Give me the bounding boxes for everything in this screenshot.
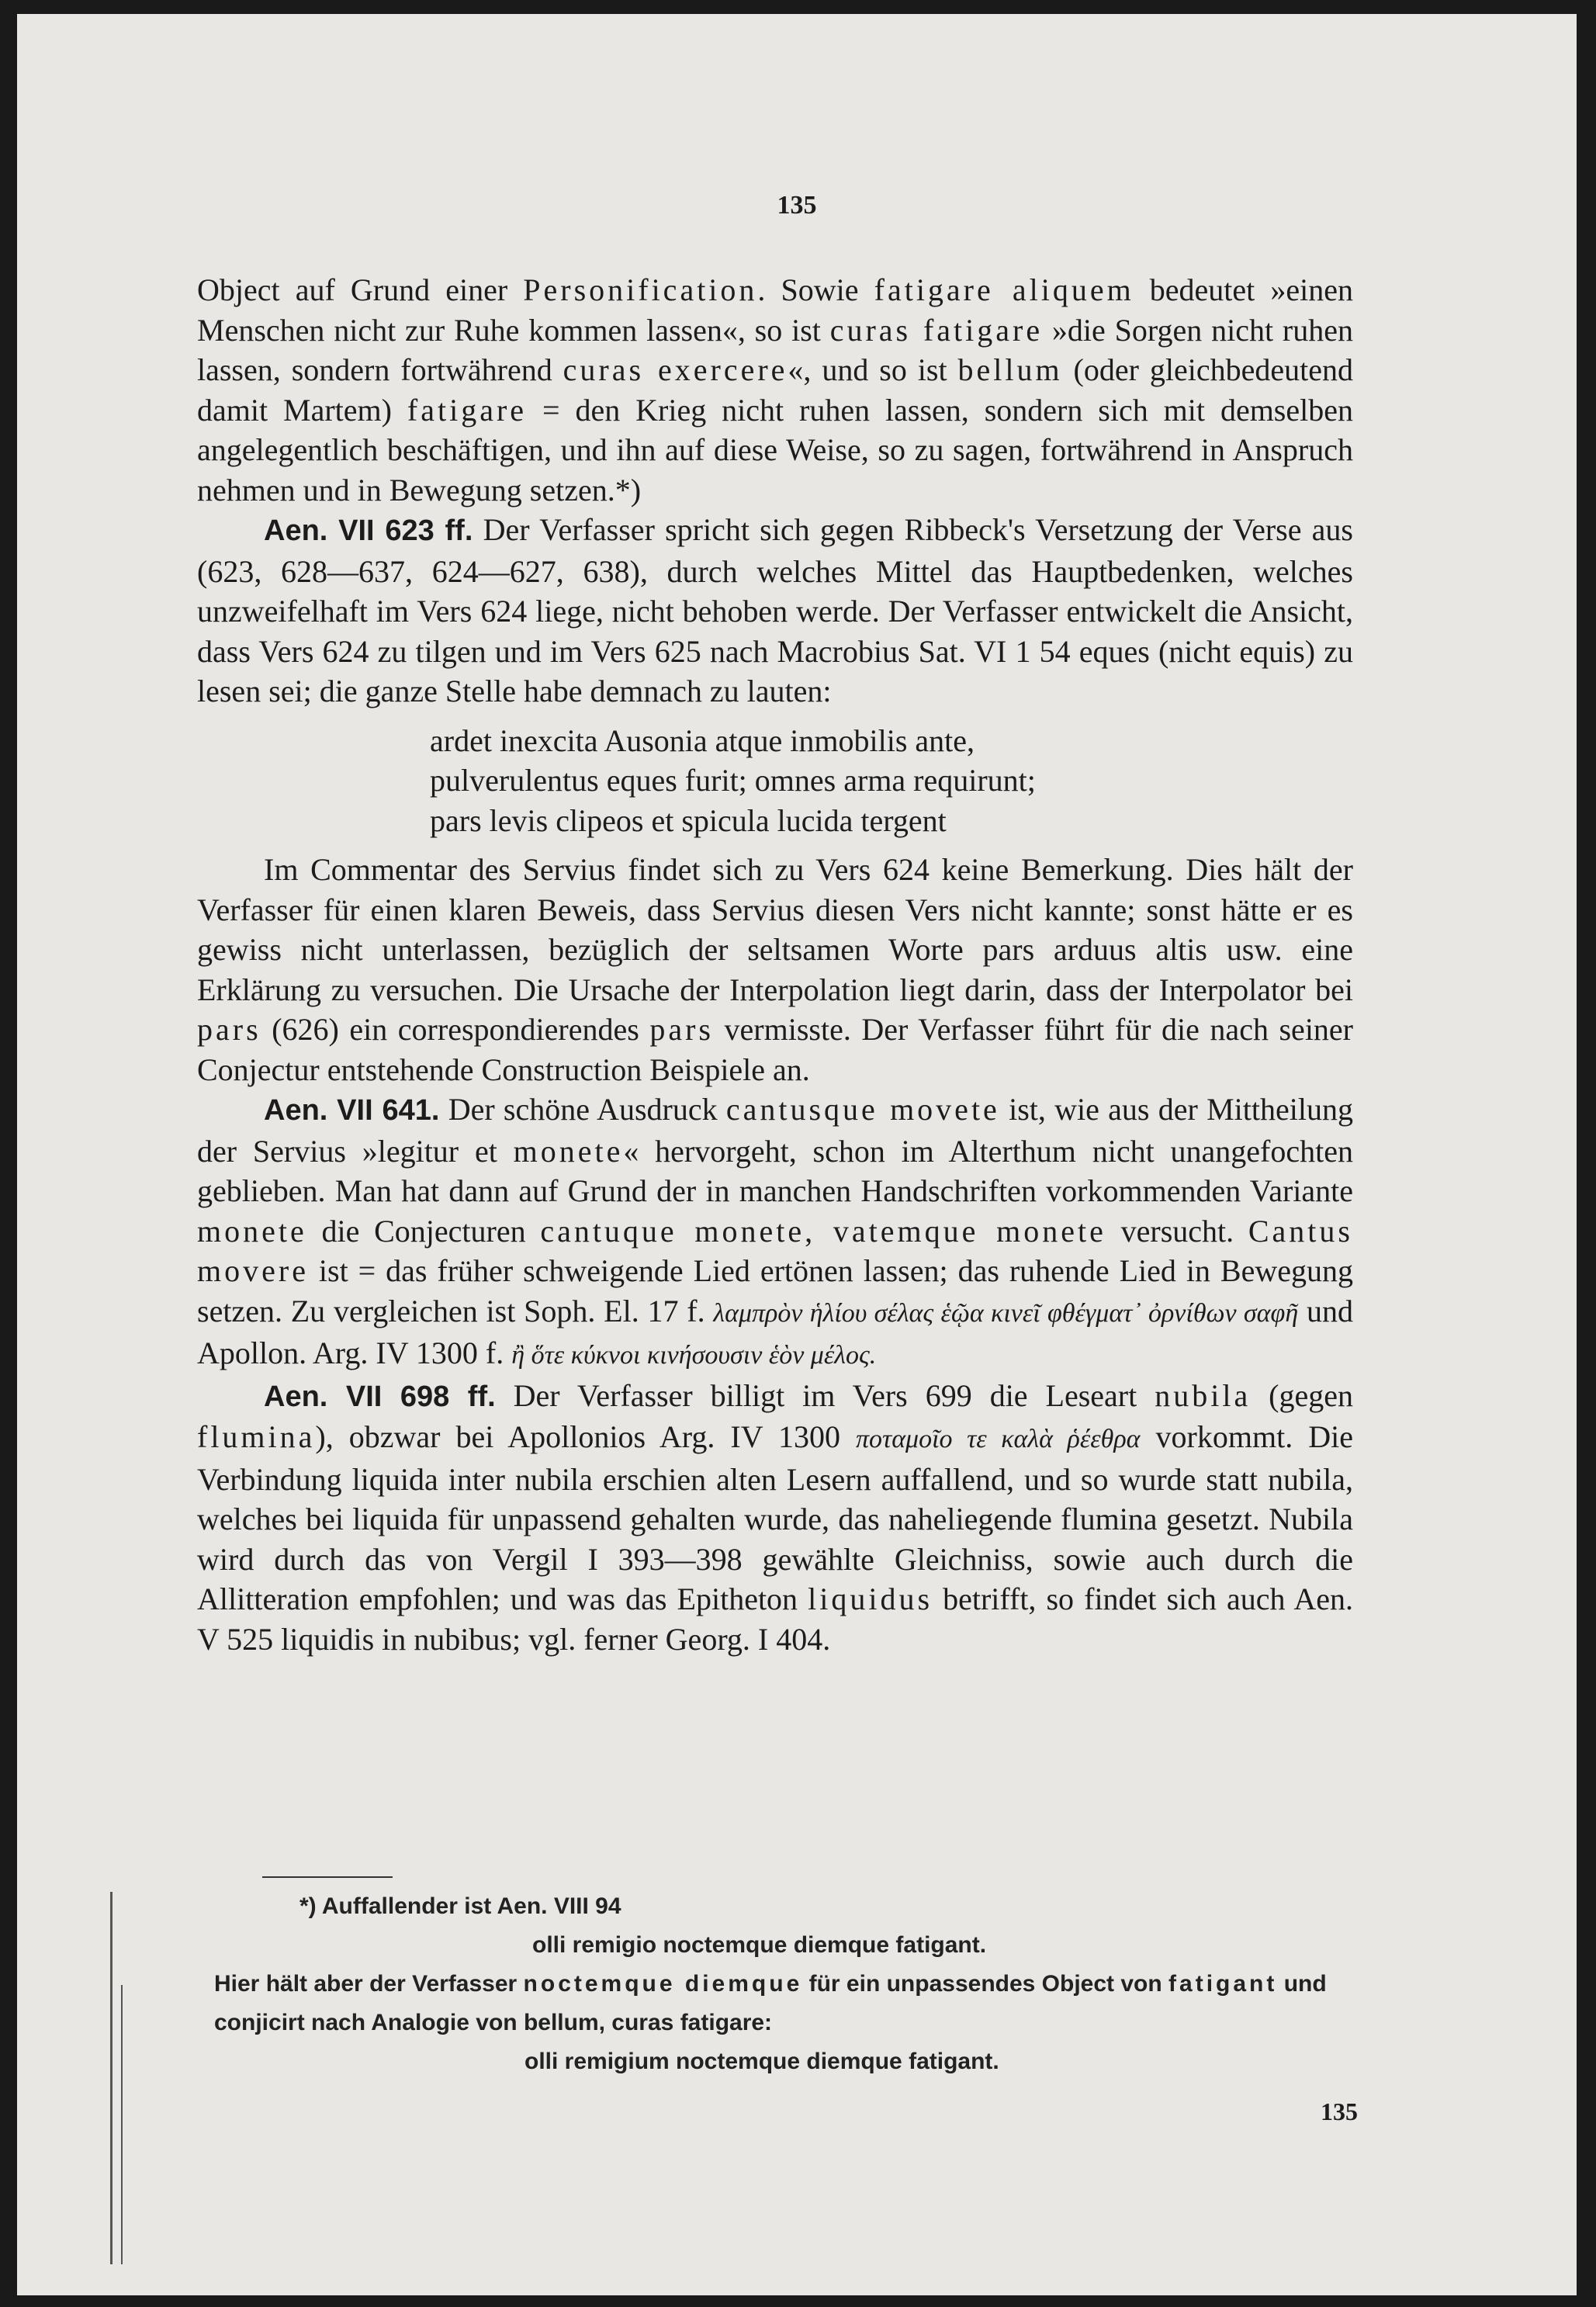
spaced-term: Personification bbox=[523, 272, 758, 307]
spaced-term: liquidus bbox=[808, 1581, 933, 1616]
text-run: die Conjecturen bbox=[306, 1213, 541, 1249]
text-run: = den Krieg nicht ruhen lassen, sondern sich mit demselben angelegentlich beschäftigen, und ihn auf diese Weise, so zu sagen, fortwährend in Anspruch nehmen und in Bewegung setzen.*) bbox=[197, 392, 1353, 507]
verse-reference: Aen. VII 641. bbox=[264, 1094, 440, 1127]
spaced-term: flumina bbox=[197, 1419, 316, 1454]
scan-edge-mark bbox=[110, 1892, 113, 2264]
spaced-term: noctemque diemque bbox=[523, 1971, 803, 1997]
spaced-term: monete bbox=[513, 1133, 624, 1169]
verse-reference: Aen. VII 623 ff. bbox=[264, 514, 473, 547]
footnote-line bbox=[214, 1965, 1378, 2042]
spaced-term: fatigare bbox=[407, 392, 528, 428]
spaced-term: monete bbox=[197, 1213, 307, 1249]
footnote-verse: olli remigium noctemque diemque fatigant. bbox=[524, 2049, 999, 2074]
verse-line: pulverulentus eques furit; omnes arma requirunt; bbox=[430, 763, 1036, 798]
spaced-term: curas exercere bbox=[563, 352, 788, 387]
text-run: (gegen bbox=[1251, 1377, 1354, 1413]
text-run: Im Commentar des Servius findet sich zu Vers 624 keine Bemerkung. Dies hält der Verfasser für einen klaren Beweis, dass Servius diesen Vers nicht kannte; sonst hätte er es gewiss nicht unterlassen, bezüglich der seltsamen Worte pars arduus altis usw. eine Erklärung zu versuchen. Die Ursache der Interpolation liegt darin, dass der Interpolator bei bbox=[197, 852, 1353, 1007]
footnote-verse: olli remigio noctemque diemque fatigant. bbox=[532, 1932, 987, 1958]
bottom-page-number: 135 bbox=[1321, 2097, 1358, 2125]
text-run: vermisste. Der Verfasser führt für die nach seiner Conjectur entstehende Construction Beispiele an. bbox=[197, 1012, 1353, 1087]
spaced-term: bellum bbox=[957, 352, 1063, 387]
paragraph-5 bbox=[197, 1376, 1353, 1660]
text-run: (oder gleichbedeutend damit Martem) bbox=[197, 352, 1353, 428]
text-run: « hervorgeht, schon im Alterthum nicht unangefochten geblieben. Man hat dann auf Grund der in manchen Handschriften vorkommenden Variante bbox=[197, 1133, 1353, 1208]
text-run: Der Verfasser billigt im Vers 699 die Leseart bbox=[495, 1377, 1155, 1413]
verse-line: ardet inexcita Ausonia atque inmobilis ante, bbox=[430, 722, 975, 758]
text-run: »die Sorgen nicht ruhen lassen, sondern fortwährend bbox=[197, 312, 1353, 387]
spaced-term: curas fatigare bbox=[829, 312, 1044, 348]
text-run: bedeutet »einen Menschen nicht zur Ruhe kommen lassen«, so ist bbox=[197, 272, 1354, 348]
footnote-divider bbox=[262, 1876, 393, 1878]
paragraph-3 bbox=[197, 850, 1353, 1089]
scanned-page bbox=[17, 14, 1577, 2295]
spaced-term: cantuque monete, vatemque monete bbox=[540, 1213, 1106, 1249]
text-run: (626) ein correspondierendes bbox=[261, 1012, 650, 1047]
paragraph-1 bbox=[197, 270, 1353, 510]
quoted-verses bbox=[430, 721, 1353, 841]
text-run: Der Verfasser spricht sich gegen Ribbeck's Versetzung der Verse aus (623, 628—637, 624—627, 638), durch welches Mittel das Hauptbedenken, welches unzweifelhaft im Vers 624 liege, nicht behoben werde. Der Verfasser entwickelt die Ansicht, dass Vers 624 zu tilgen und im Vers 625 nach Macrobius Sat. VI 1 54 eques (nicht equis) zu lesen sei; die ganze Stelle habe demnach zu lauten: bbox=[197, 512, 1353, 708]
spaced-term: Cantus movere bbox=[197, 1213, 1353, 1288]
text-run: ist = das früher schweigende Lied ertönen lassen; das ruhende Lied in Bewegung setzen. Zu vergleichen ist Soph. El. 17 f. bbox=[197, 1253, 1353, 1328]
text-run: Hier hält aber der Verfasser bbox=[214, 1971, 524, 1997]
verse-line: pars levis clipeos et spicula lucida tergent bbox=[430, 802, 947, 838]
text-run: versucht. bbox=[1106, 1213, 1248, 1249]
text-run: für ein unpassendes Object von bbox=[802, 1971, 1169, 1997]
greek-quote: λαμπρὸν ἡλίου σέλας ἑῷα κινεῖ φθέγματ᾽ ὀρνίθων σαφῆ bbox=[713, 1298, 1299, 1328]
paragraph-2 bbox=[197, 510, 1353, 712]
verse-reference: Aen. VII 698 ff. bbox=[264, 1380, 496, 1413]
body-text bbox=[197, 270, 1353, 1659]
text-run: . Sowie bbox=[757, 272, 874, 307]
text-run: und Apollon. Arg. IV 1300 f. bbox=[197, 1293, 1353, 1370]
spaced-term: cantusque movete bbox=[725, 1092, 1000, 1127]
spaced-term: pars bbox=[649, 1012, 714, 1047]
text-run: «, und so ist bbox=[788, 352, 958, 387]
text-run: ist, wie aus der Mittheilung der Servius »legitur et bbox=[197, 1092, 1353, 1169]
text-run: betrifft, so findet sich auch Aen. V 525 liquidis in nubibus; vgl. ferner Georg. I 404. bbox=[197, 1581, 1353, 1657]
page-number: 135 bbox=[777, 191, 817, 220]
spaced-term: fatigant bbox=[1168, 1971, 1278, 1997]
spaced-term: fatigare aliquem bbox=[874, 272, 1134, 307]
greek-quote: ποταμοῖο τε καλὰ ῥέεθρα bbox=[856, 1425, 1141, 1453]
footnote-line: *) Auffallender ist Aen. VIII 94 bbox=[299, 1893, 621, 1919]
spaced-term: pars bbox=[197, 1012, 261, 1047]
greek-quote: ἢ ὅτε κύκνοι κινήσουσιν ἑὸν μέλος. bbox=[511, 1341, 877, 1370]
text-run: Der schöne Ausdruck bbox=[439, 1092, 726, 1127]
text-run: vorkommt. Die Verbindung liquida inter nubila erschien alten Lesern auffallend, und so wurde statt nubila, welches bei liquida für unpassend gehalten wurde, das naheliegende flumina gesetzt. Nubila wird durch das von Vergil I 393—398 gewählte Gleichniss, sowie auch durch die Allitteration empfohlen; und was das Epitheton bbox=[197, 1419, 1353, 1616]
footnotes bbox=[214, 1887, 1378, 2081]
text-run: und conjicirt nach Analogie von bellum, curas fatigare: bbox=[214, 1971, 1327, 2035]
paragraph-4 bbox=[197, 1089, 1353, 1376]
text-run: Object auf Grund einer bbox=[197, 272, 524, 307]
text-run: ), obzwar bei Apollonios Arg. IV 1300 bbox=[315, 1419, 856, 1454]
spaced-term: nubila bbox=[1155, 1377, 1252, 1413]
scan-edge-mark bbox=[121, 1985, 123, 2264]
